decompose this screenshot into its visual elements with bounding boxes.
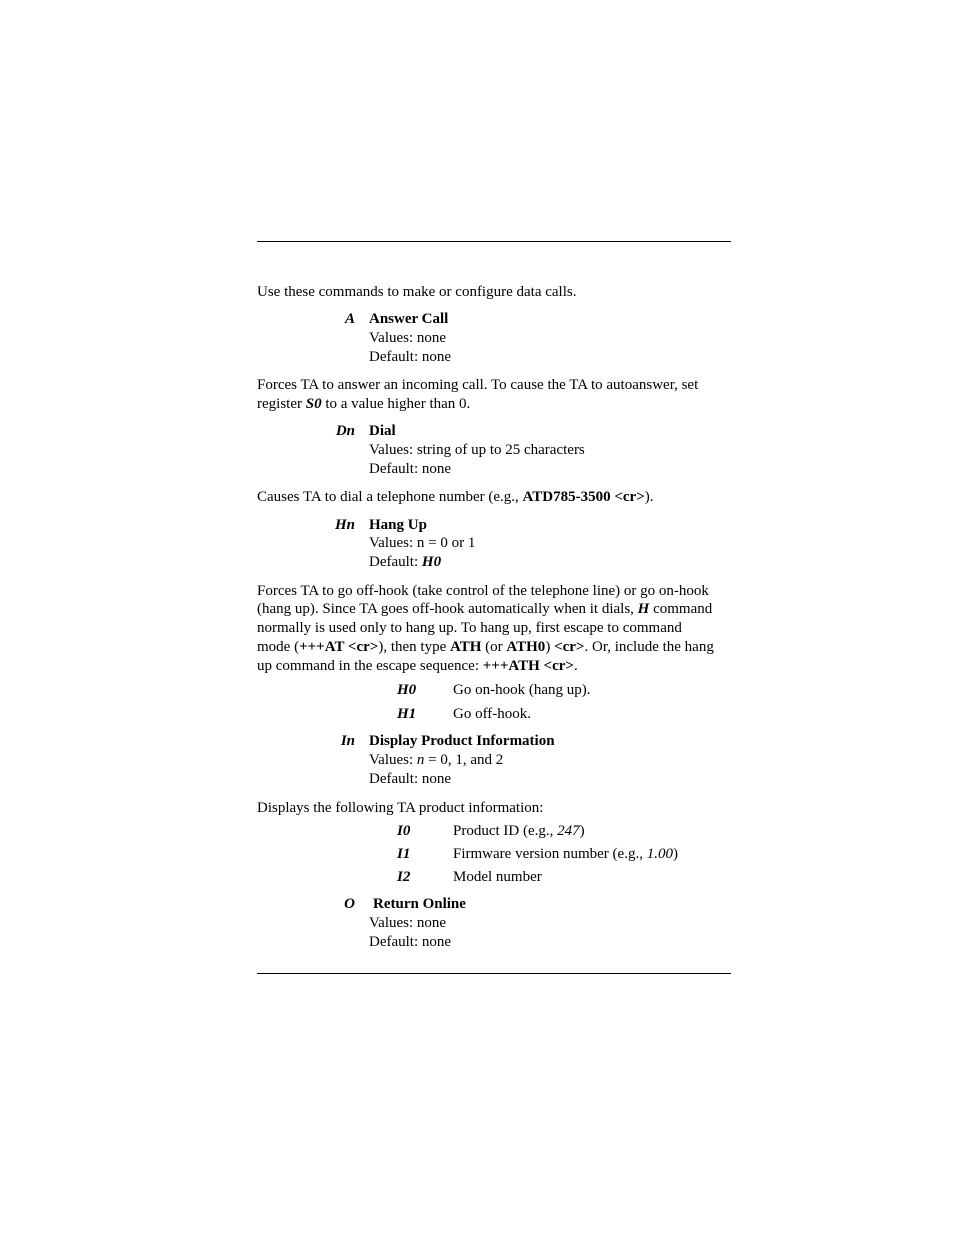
hangup-default: Default: H0 [369,554,442,570]
dial-description: Causes TA to dial a telephone number (e.g., ATD785-3500 <cr>). [257,489,654,505]
option-text-i2: Model number [453,869,542,885]
option-code-i1: I1 [397,846,411,862]
command-code-hn: Hn [334,517,355,533]
footer-rule [257,973,731,974]
answer-description-line-2: register S0 to a value higher than 0. [257,396,471,412]
hangup-description-line-3: normally is used only to hang up. To hang up, first escape to command [257,620,682,636]
command-code-dn: Dn [335,423,355,439]
command-code-in: In [340,733,355,749]
answer-description-line-1: Forces TA to answer an incoming call. To cause the TA to autoanswer, set [257,377,699,393]
answer-default: Default: none [369,349,452,365]
info-values: Values: n = 0, 1, and 2 [369,752,504,768]
command-title-dial: Dial [369,423,396,439]
dial-default: Default: none [369,461,452,477]
online-default: Default: none [369,934,452,950]
dial-values: Values: string of up to 25 characters [369,442,585,458]
option-code-i0: I0 [397,823,411,839]
hangup-description-line-4: mode (+++AT <cr>), then type ATH (or ATH0) <cr>. Or, include the hang [257,639,714,655]
hangup-description-line-5: up command in the escape sequence: +++ATH <cr>. [257,658,578,674]
header-rule [257,241,731,242]
option-code-h1: H1 [397,706,417,722]
online-values: Values: none [369,915,447,931]
option-code-i2: I2 [397,869,411,885]
command-title-display-product-information: Display Product Information [369,733,555,749]
command-code-a: A [344,311,355,327]
hangup-description-line-2: (hang up). Since TA goes off-hook automatically when it dials, H command [257,601,713,617]
option-text-i1: Firmware version number (e.g., 1.00) [453,846,678,862]
info-default: Default: none [369,771,452,787]
intro-text: Use these commands to make or configure data calls. [257,284,577,300]
command-title-answer-call: Answer Call [369,311,449,327]
command-title-hang-up: Hang Up [369,517,427,533]
hangup-values: Values: n = 0 or 1 [369,535,476,551]
option-code-h0: H0 [397,682,417,698]
command-title-return-online: Return Online [373,896,466,912]
option-text-h0: Go on-hook (hang up). [453,682,591,698]
option-text-i0: Product ID (e.g., 247) [453,823,585,839]
register-s0: S0 [305,396,322,412]
command-code-o: O [344,896,355,912]
hangup-description-line-1: Forces TA to go off-hook (take control of the telephone line) or go on-hook [257,583,709,599]
option-text-h1: Go off-hook. [453,706,532,722]
dial-example: ATD785-3500 <cr> [522,489,645,505]
info-description: Displays the following TA product information: [257,800,544,816]
answer-values: Values: none [369,330,447,346]
